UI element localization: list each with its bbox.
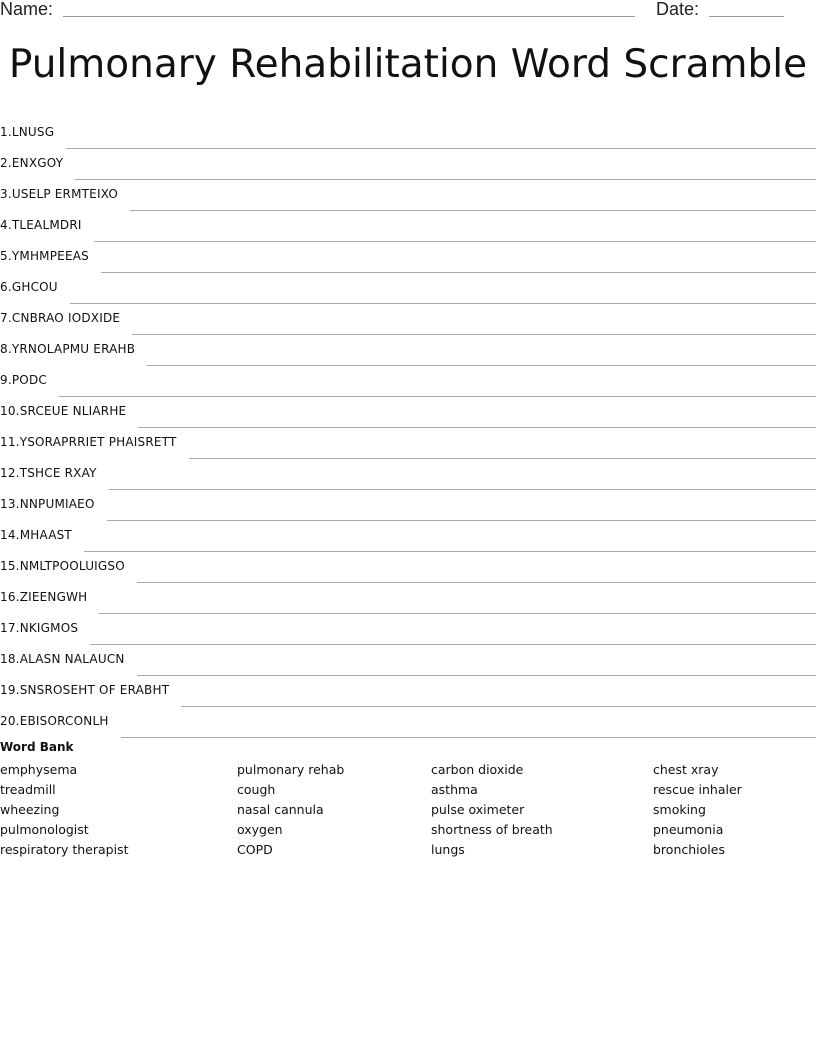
puzzle-clue <box>0 435 189 453</box>
name-field-line[interactable] <box>63 16 635 17</box>
scrambled-word: NKIGMOS <box>19 621 79 635</box>
puzzle-number: 3. <box>0 187 12 201</box>
answer-line[interactable] <box>138 427 816 428</box>
puzzle-clue <box>0 373 59 391</box>
scrambled-word: GHCOU <box>11 280 58 294</box>
scrambled-word: NMLTPOOLUIGSO <box>19 559 125 573</box>
scrambled-word: ZIEENGWH <box>19 590 88 604</box>
scrambled-word: USELP ERMTEIXO <box>11 187 119 201</box>
puzzle-number: 6. <box>0 280 12 294</box>
scrambled-word: YRNOLAPMU ERAHB <box>11 342 136 356</box>
puzzle-number: 14. <box>0 528 20 542</box>
puzzle-number: 15. <box>0 559 20 573</box>
word-bank-column <box>653 760 742 860</box>
answer-line[interactable] <box>137 675 816 676</box>
puzzle-clue <box>0 249 101 267</box>
word-bank-item: treadmill <box>0 782 56 797</box>
page-title: Pulmonary Rehabilitation Word Scramble <box>8 42 808 87</box>
word-bank-item: pulse oximeter <box>431 802 525 817</box>
name-label: Name: <box>0 0 54 19</box>
word-bank-item: pulmonologist <box>0 822 89 837</box>
word-bank-item: emphysema <box>0 762 78 777</box>
puzzle-row <box>0 112 816 143</box>
puzzle-clue <box>0 280 70 298</box>
word-bank-item: lungs <box>431 842 465 857</box>
answer-line[interactable] <box>107 520 816 521</box>
puzzle-number: 2. <box>0 156 12 170</box>
answer-line[interactable] <box>70 303 816 304</box>
answer-line[interactable] <box>109 489 816 490</box>
word-bank-column <box>431 760 553 860</box>
puzzle-number: 17. <box>0 621 20 635</box>
word-bank-item: cough <box>237 782 276 797</box>
puzzle-clue <box>0 528 84 546</box>
puzzle-number: 12. <box>0 466 20 480</box>
scrambled-word: YMHMPEEAS <box>11 249 89 263</box>
puzzle-clue <box>0 187 130 205</box>
scrambled-word: TSHCE RXAY <box>19 466 97 480</box>
puzzle-number: 9. <box>0 373 12 387</box>
scrambled-word: LNUSG <box>11 125 55 139</box>
date-field-line[interactable] <box>709 16 784 17</box>
puzzle-clue <box>0 156 75 174</box>
puzzle-clue <box>0 559 137 577</box>
answer-line[interactable] <box>84 551 816 552</box>
word-bank-column <box>0 760 128 860</box>
puzzle-number: 16. <box>0 590 20 604</box>
puzzle-clue <box>0 652 137 670</box>
word-bank-title: Word Bank <box>0 740 74 754</box>
word-bank-item: wheezing <box>0 802 60 817</box>
puzzle-number: 11. <box>0 435 20 449</box>
puzzle-clue <box>0 683 181 701</box>
puzzle-clue <box>0 621 90 639</box>
puzzle-clue <box>0 466 109 484</box>
header-row <box>0 0 816 22</box>
word-bank-item: smoking <box>653 802 706 817</box>
puzzle-clue <box>0 497 107 515</box>
scrambled-word: YSORAPRRIET PHAISRETT <box>19 435 177 449</box>
answer-line[interactable] <box>66 148 816 149</box>
word-bank-item: oxygen <box>237 822 283 837</box>
word-bank-item: bronchioles <box>653 842 725 857</box>
word-bank-item: COPD <box>237 842 273 857</box>
puzzle-number: 13. <box>0 497 20 511</box>
word-bank-item: pulmonary rehab <box>237 762 345 777</box>
puzzle-clue <box>0 714 121 732</box>
puzzle-number: 10. <box>0 404 20 418</box>
answer-line[interactable] <box>101 272 816 273</box>
answer-line[interactable] <box>90 644 816 645</box>
scrambled-word: SRCEUE NLIARHE <box>19 404 127 418</box>
scrambled-word: CNBRAO IODXIDE <box>11 311 121 325</box>
answer-line[interactable] <box>121 737 816 738</box>
puzzle-clue <box>0 311 132 329</box>
puzzle-clue <box>0 590 99 608</box>
scrambled-word: PODC <box>11 373 47 387</box>
word-bank-item: respiratory therapist <box>0 842 129 857</box>
answer-line[interactable] <box>137 582 816 583</box>
word-bank-item: pneumonia <box>653 822 724 837</box>
answer-line[interactable] <box>130 210 816 211</box>
answer-line[interactable] <box>147 365 816 366</box>
scrambled-word: NNPUMIAEO <box>19 497 95 511</box>
puzzle-number: 7. <box>0 311 12 325</box>
scrambled-word: MHAAST <box>19 528 72 542</box>
scrambled-word: ENXGOY <box>11 156 64 170</box>
puzzle-number: 18. <box>0 652 20 666</box>
scrambled-word: ALASN NALAUCN <box>19 652 125 666</box>
puzzle-number: 19. <box>0 683 20 697</box>
answer-line[interactable] <box>59 396 816 397</box>
scrambled-word: TLEALMDRI <box>11 218 82 232</box>
puzzle-clue <box>0 404 138 422</box>
puzzle-number: 8. <box>0 342 12 356</box>
word-bank-column <box>237 760 344 860</box>
answer-line[interactable] <box>75 179 816 180</box>
word-bank-item: nasal cannula <box>237 802 324 817</box>
puzzle-list <box>0 112 816 732</box>
scrambled-word: EBISORCONLH <box>19 714 109 728</box>
word-bank-item: rescue inhaler <box>653 782 742 797</box>
scrambled-word: SNSROSEHT OF ERABHT <box>19 683 170 697</box>
word-bank-item: asthma <box>431 782 478 797</box>
puzzle-clue <box>0 125 66 143</box>
puzzle-number: 20. <box>0 714 20 728</box>
answer-line[interactable] <box>132 334 816 335</box>
answer-line[interactable] <box>99 613 816 614</box>
word-bank-item: shortness of breath <box>431 822 553 837</box>
puzzle-clue <box>0 218 94 236</box>
puzzle-number: 5. <box>0 249 12 263</box>
answer-line[interactable] <box>189 458 816 459</box>
word-bank-item: carbon dioxide <box>431 762 524 777</box>
answer-line[interactable] <box>181 706 816 707</box>
date-label: Date: <box>656 0 700 19</box>
answer-line[interactable] <box>94 241 816 242</box>
puzzle-clue <box>0 342 147 360</box>
puzzle-number: 4. <box>0 218 12 232</box>
word-bank-item: chest xray <box>653 762 719 777</box>
puzzle-number: 1. <box>0 125 12 139</box>
